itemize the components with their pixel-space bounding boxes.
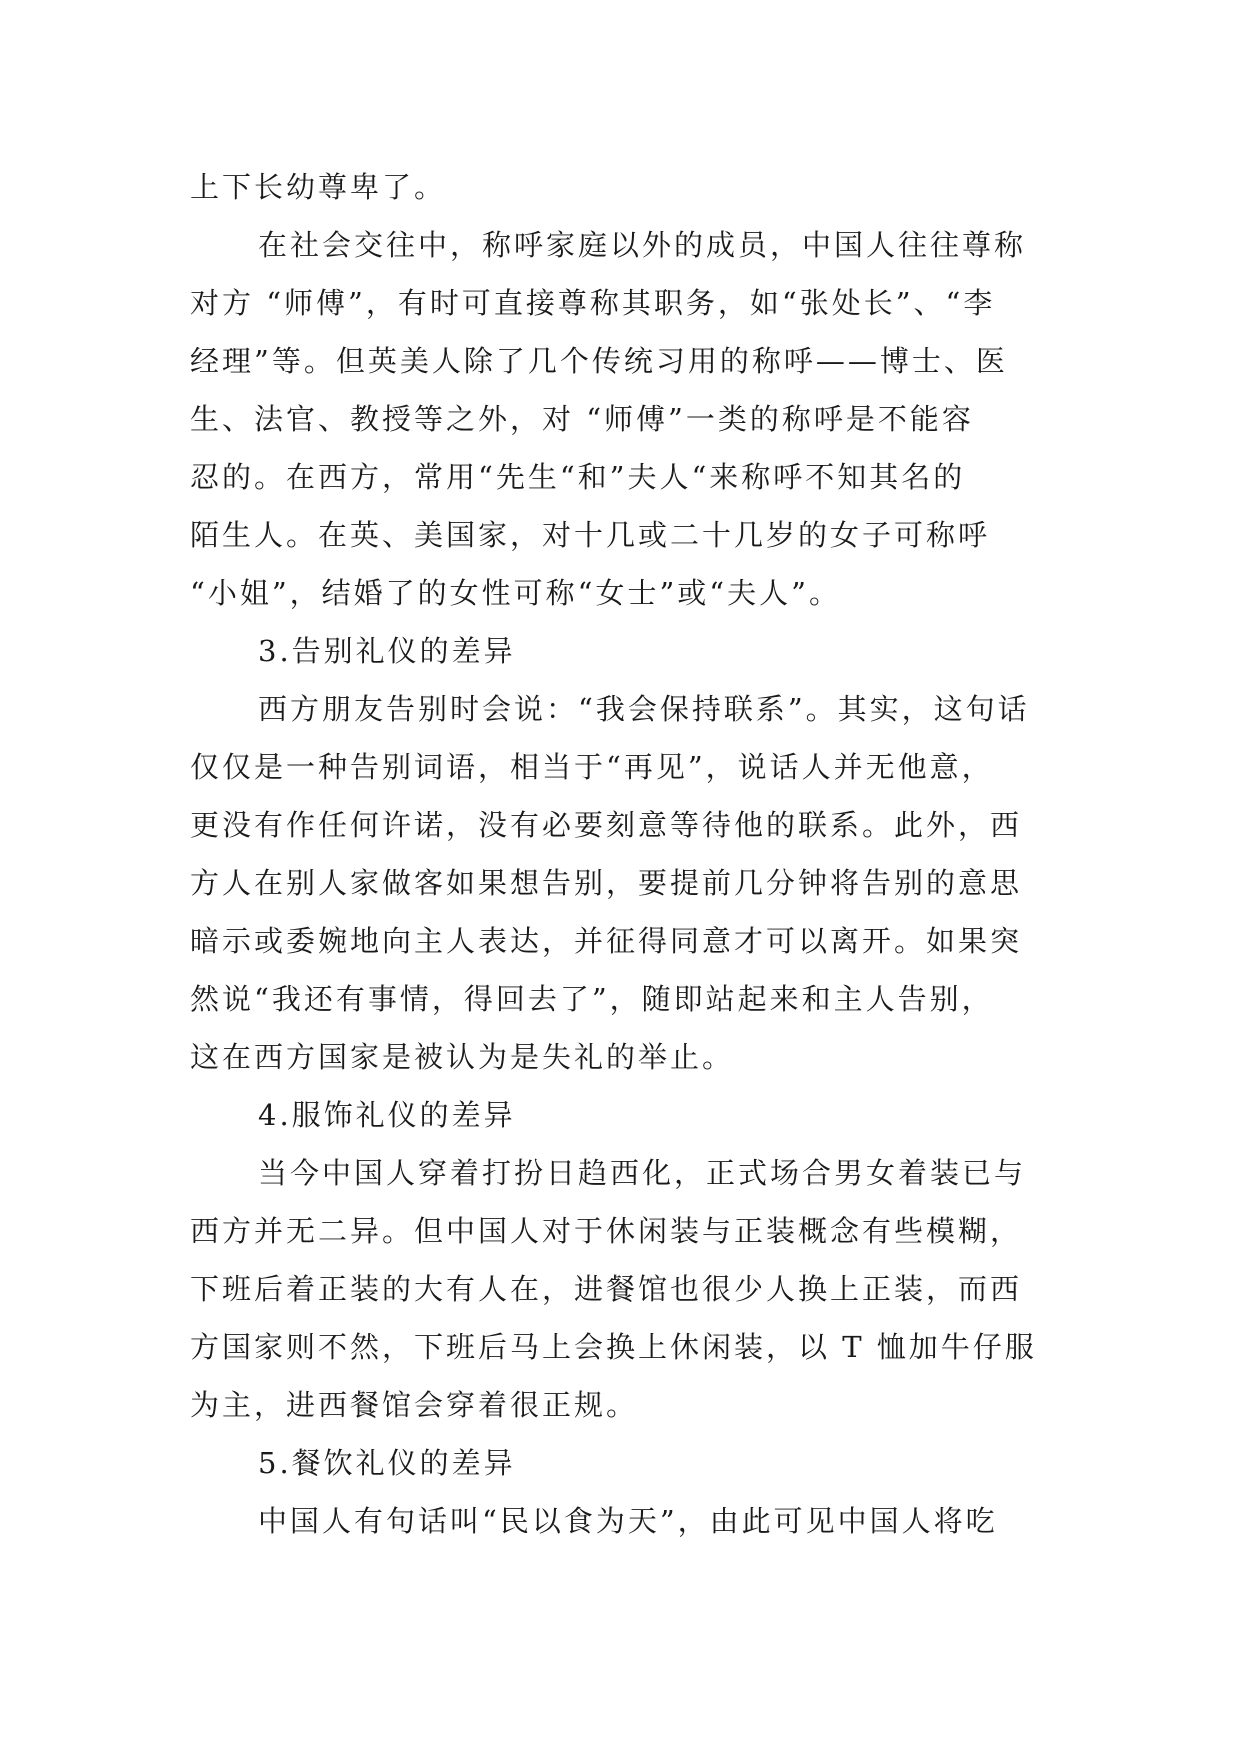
paragraph-line: 仅仅是一种告别词语，相当于“再见”，说话人并无他意， xyxy=(190,750,994,784)
section-heading: 4.服饰礼仪的差异 xyxy=(258,1098,516,1132)
paragraph-line: 然说“我还有事情，得回去了”，随即站起来和主人告别， xyxy=(190,982,994,1016)
paragraph-line: 方国家则不然，下班后马上会换上休闲装，以 T 恤加牛仔服 xyxy=(190,1330,1037,1364)
paragraph-line: 方人在别人家做客如果想告别，要提前几分钟将告别的意思 xyxy=(190,866,1023,900)
paragraph-line: 经理”等。但英美人除了几个传统习用的称呼——博士、医 xyxy=(190,344,1008,378)
paragraph-line: 这在西方国家是被认为是失礼的举止。 xyxy=(190,1040,735,1074)
paragraph-line: 在社会交往中，称呼家庭以外的成员，中国人往往尊称 xyxy=(258,228,1027,262)
paragraph-line: 上下长幼尊卑了。 xyxy=(190,170,447,204)
paragraph-line: 当今中国人穿着打扮日趋西化，正式场合男女着装已与 xyxy=(258,1156,1027,1190)
paragraph-line: 陌生人。在英、美国家，对十几或二十几岁的女子可称呼 xyxy=(190,518,991,552)
paragraph-line: 下班后着正装的大有人在，进餐馆也很少人换上正装，而西 xyxy=(190,1272,1023,1306)
paragraph-line: 生、法官、教授等之外，对 “师傅”一类的称呼是不能容 xyxy=(190,402,974,436)
paragraph-line: 中国人有句话叫“民以食为天”，由此可见中国人将吃 xyxy=(258,1504,998,1538)
paragraph-line: 更没有作任何许诺，没有必要刻意等待他的联系。此外，西 xyxy=(190,808,1023,842)
paragraph-line: 为主，进西餐馆会穿着很正规。 xyxy=(190,1388,639,1422)
paragraph-line: “小姐”，结婚了的女性可称“女士”或“夫人”。 xyxy=(190,576,841,610)
document-body xyxy=(190,158,1060,1550)
section-heading: 5.餐饮礼仪的差异 xyxy=(258,1446,516,1480)
paragraph-line: 忍的。在西方，常用“先生“和”夫人“来称呼不知其名的 xyxy=(190,460,966,494)
paragraph-line: 暗示或委婉地向主人表达，并征得同意才可以离开。如果突 xyxy=(190,924,1023,958)
paragraph-line: 西方并无二异。但中国人对于休闲装与正装概念有些模糊， xyxy=(190,1214,1023,1248)
paragraph-line: 西方朋友告别时会说：“我会保持联系”。其实，这句话 xyxy=(258,692,1030,726)
section-heading: 3.告别礼仪的差异 xyxy=(258,634,516,668)
paragraph-line: 对方 “师傅”，有时可直接尊称其职务，如“张处长”、“李 xyxy=(190,286,996,320)
